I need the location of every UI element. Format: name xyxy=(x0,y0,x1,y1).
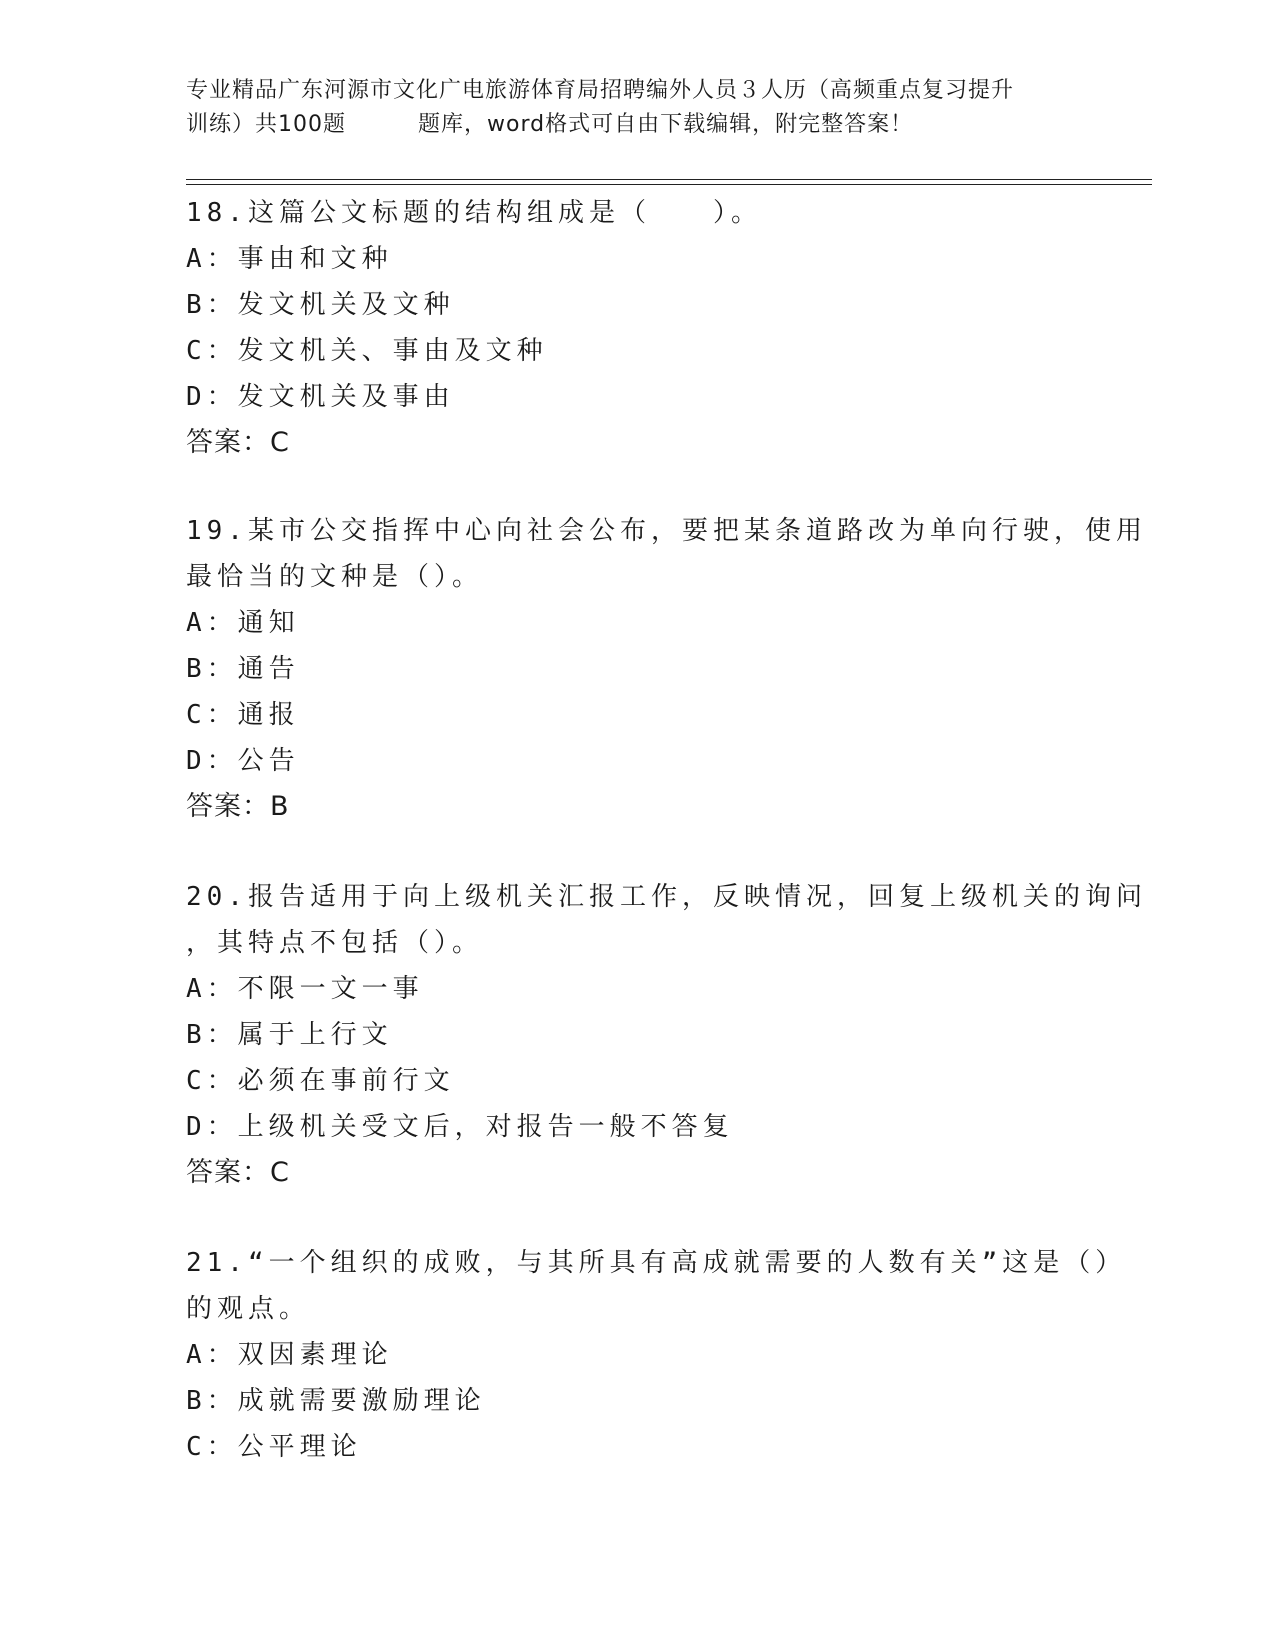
question-stem-continued: 的观点。 xyxy=(186,1294,311,1324)
question-19 xyxy=(186,508,1147,830)
option-d: D：上级机关受文后，对报告一般不答复 xyxy=(186,1112,734,1142)
question-stem-continued: 最恰当的文种是（）。 xyxy=(186,562,484,592)
option-a: A：双因素理论 xyxy=(186,1340,393,1370)
answer-label: 答案：C xyxy=(186,427,290,458)
header-rule-top xyxy=(186,179,1152,180)
document-header xyxy=(186,74,1106,142)
option-b: B：成就需要激励理论 xyxy=(186,1386,486,1416)
option-d: D：发文机关及事由 xyxy=(186,382,455,412)
question-stem: 18.这篇公文标题的结构组成是（ ）。 xyxy=(186,198,762,228)
option-b: B：属于上行文 xyxy=(186,1020,393,1050)
header-rule-bottom xyxy=(186,184,1152,185)
question-stem-continued: ，其特点不包括（）。 xyxy=(186,928,484,958)
question-stem: 20.报告适用于向上级机关汇报工作，反映情况，回复上级机关的询问 xyxy=(186,882,1147,912)
question-21 xyxy=(186,1240,1127,1470)
question-18 xyxy=(186,190,1086,466)
option-c: C：通报 xyxy=(186,700,300,730)
header-title-line-1: 专业精品广东河源市文化广电旅游体育局招聘编外人员３人历（高频重点复习提升 xyxy=(186,78,1015,103)
option-d: D：公告 xyxy=(186,746,300,776)
option-c: C：发文机关、事由及文种 xyxy=(186,336,548,366)
option-b: B：发文机关及文种 xyxy=(186,290,455,320)
option-b: B：通告 xyxy=(186,654,300,684)
header-title-line-2-part-2: 题库，word格式可自由下载编辑，附完整答案！ xyxy=(418,112,914,137)
option-a: A：通知 xyxy=(186,608,300,638)
question-list xyxy=(186,190,1147,1512)
question-stem: 21.“一个组织的成败，与其所具有高成就需要的人数有关”这是（） xyxy=(186,1248,1127,1278)
option-c: C：必须在事前行文 xyxy=(186,1066,455,1096)
question-stem: 19.某市公交指挥中心向社会公布，要把某条道路改为单向行驶，使用 xyxy=(186,516,1147,546)
question-20 xyxy=(186,874,1147,1196)
header-title-line-2-part-1: 训练）共100题 xyxy=(186,112,346,137)
option-c: C：公平理论 xyxy=(186,1432,362,1462)
answer-label: 答案：B xyxy=(186,791,290,822)
option-a: A：事由和文种 xyxy=(186,244,393,274)
option-a: A：不限一文一事 xyxy=(186,974,424,1004)
answer-label: 答案：C xyxy=(186,1157,290,1188)
header-title-line-2 xyxy=(186,108,1106,142)
